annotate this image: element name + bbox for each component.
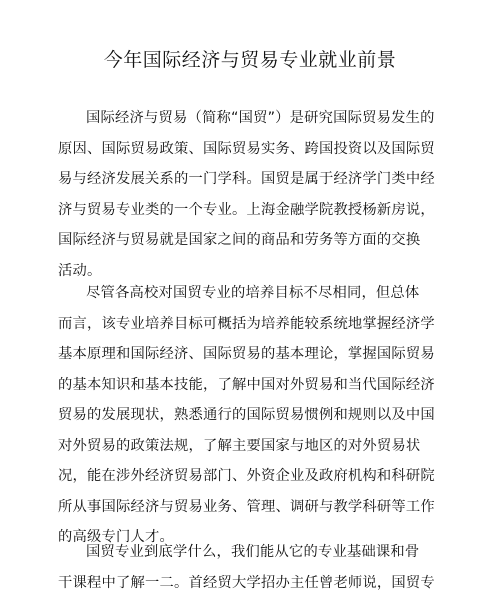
paragraph-line: 国际经济与贸易就是国家之间的商品和劳务等方面的交换 bbox=[58, 232, 421, 248]
paragraph-line: 而言，该专业培养目标可概括为培养能较系统地掌握经济学 bbox=[58, 315, 435, 332]
paragraph-line: 原因、国际贸易政策、国际贸易实务、跨国投资以及国际贸 bbox=[58, 140, 435, 157]
document-title: 今年国际经济与贸易专业就业前景 bbox=[103, 49, 397, 71]
paragraph-line: 对外贸易的政策法规，了解主要国家与地区的对外贸易状 bbox=[58, 437, 421, 454]
paragraph-line: 的高级专门人才。 bbox=[58, 529, 174, 545]
paragraph-line: 的基本知识和基本技能，了解中国对外贸易和当代国际经济 bbox=[58, 376, 435, 393]
paragraph-line: 活动。 bbox=[58, 262, 102, 279]
paragraph-3 bbox=[58, 537, 458, 592]
paragraph-line: 基本原理和国际经济、国际贸易的基本理论，掌握国际贸易 bbox=[58, 346, 435, 362]
paragraph-1 bbox=[58, 103, 458, 286]
paragraph-line: 干课程中了解一二。首经贸大学招办主任曾老师说，国贸专 bbox=[58, 574, 435, 591]
paragraph-line: 国际经济与贸易（简称“国贸”）是研究国际贸易发生的 bbox=[86, 110, 435, 126]
paragraph-line: 所从事国际经济与贸易业务、管理、调研与教学科研等工作 bbox=[58, 498, 435, 515]
paragraph-2 bbox=[58, 278, 458, 553]
paragraph-line: 况，能在涉外经济贸易部门、外资企业及政府机构和科研院 bbox=[58, 468, 435, 484]
paragraph-line: 易与经济发展关系的一门学科。国贸是属于经济学门类中经 bbox=[58, 171, 435, 187]
paragraph-line: 国贸专业到底学什么，我们能从它的专业基础课和骨 bbox=[86, 544, 420, 560]
paragraph-line: 贸易的发展现状，熟悉通行的国际贸易惯例和规则以及中国 bbox=[58, 407, 435, 423]
paragraph-line: 尽管各高校对国贸专业的培养目标不尽相同，但总体 bbox=[86, 285, 420, 301]
paragraph-line: 济与贸易专业类的一个专业。上海金融学院教授杨新房说， bbox=[58, 201, 435, 218]
